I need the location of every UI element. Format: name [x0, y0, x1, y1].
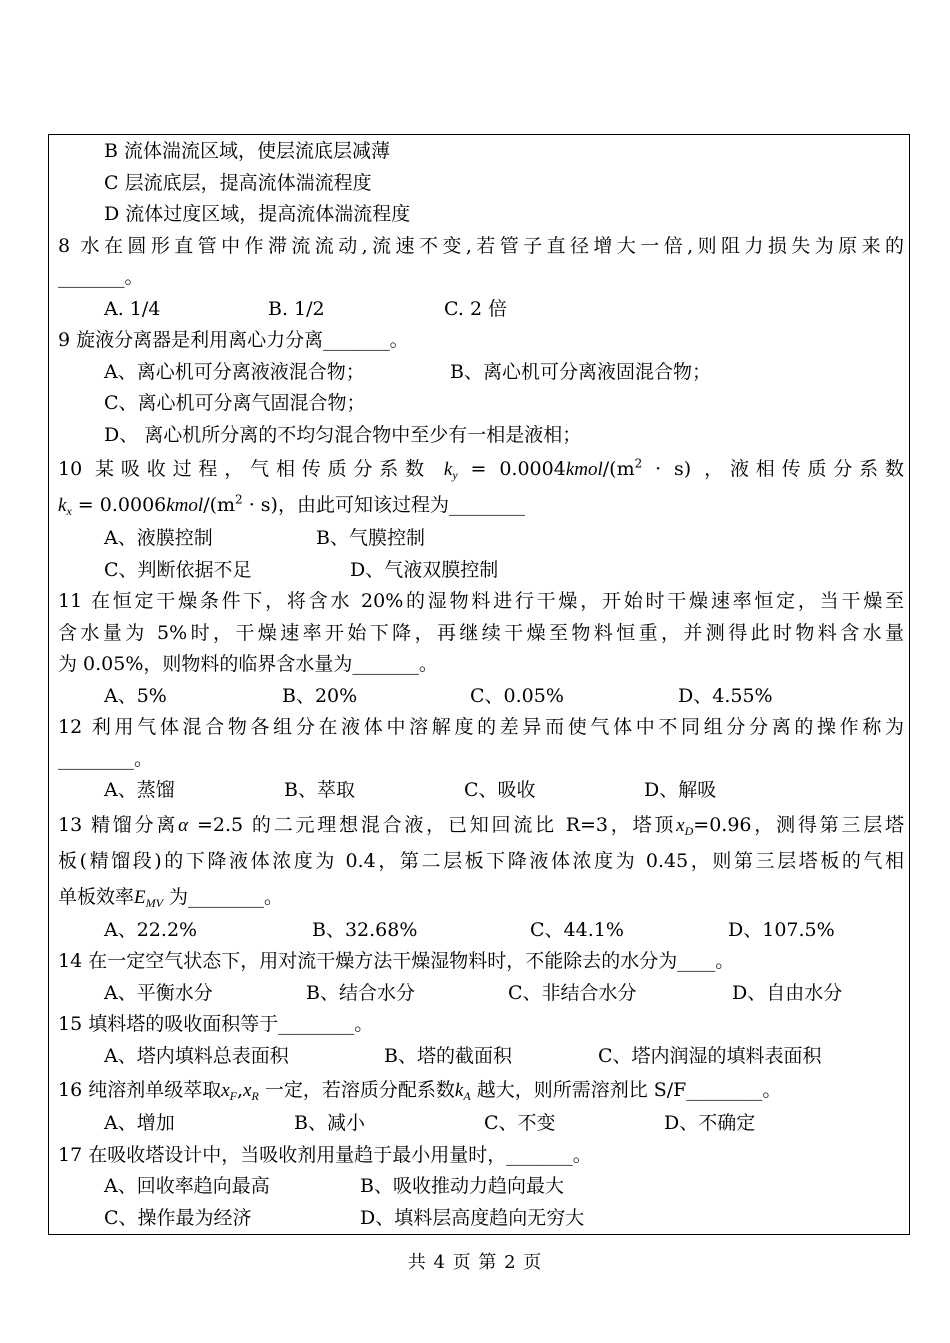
q8-options: [58, 294, 908, 326]
q12-stem-line2: ________。: [58, 747, 154, 770]
q10-ky-formula: $k_y$ = $0.0004kmol/(m^2 \cdot s)$: [443, 456, 692, 482]
q12-option-c: C、吸收: [464, 779, 536, 801]
q12-options: [58, 775, 908, 807]
q13-stem-line2: 板(精馏段)的下降液体浓度为 0.4，第二层板下降液体浓度为 0.45，则第三层塔板的气相: [58, 849, 904, 872]
q17-option-b: B、吸收推动力趋向最大: [360, 1175, 564, 1197]
q14-option-a: A、平衡水分: [104, 981, 213, 1004]
q13-option-d: D、107.5%: [728, 918, 835, 941]
q17-stem: 17 在吸收塔设计中，当吸收剂用量趋于最小用量时，_______。: [58, 1143, 592, 1166]
q10-kx-formula: $k_x$ = $0.0006kmol/(m^2 \cdot s)$: [58, 492, 278, 518]
q10-option-c: C、判断依据不足: [104, 558, 252, 581]
q13-stem-line3: 单板效率$E_{MV}$ 为________。: [58, 885, 283, 910]
q15-option-a: A、塔内填料总表面积: [104, 1044, 289, 1067]
q12-stem-line1: 12 利用气体混合物各组分在液体中溶解度的差异而使气体中不同组分分离的操作称为: [58, 716, 904, 738]
exam-content: [58, 136, 908, 1234]
q12-option-a: A、蒸馏: [104, 779, 175, 801]
q8-option-b: B. 1/2: [268, 297, 325, 320]
q16-option-b: B、减小: [294, 1112, 365, 1134]
q9-option-a: A、离心机可分离液液混合物；: [104, 360, 365, 383]
q10-option-d: D、气液双膜控制: [350, 558, 499, 581]
q10-stem-line2: [58, 487, 908, 523]
q7-option-d: D 流体过度区域，提高流体湍流程度: [104, 203, 411, 225]
q11-options: [58, 681, 908, 713]
q12-option-b: B、萃取: [284, 779, 355, 801]
q12-option-d: D、解吸: [644, 779, 717, 801]
q9-stem: 9 旋液分离器是利用离心力分离_______。: [58, 329, 409, 351]
xd-symbol: x: [676, 814, 685, 836]
q14-stem: 14 在一定空气状态下，用对流干燥方法干燥湿物料时，不能除去的水分为____。: [58, 950, 735, 972]
q8-stem-line2: _______。: [58, 266, 144, 288]
q11-stem-line1: 11 在恒定干燥条件下，将含水 20%的湿物料进行干燥，开始时干燥速率恒定，当干燥至: [58, 590, 904, 612]
q11-option-a: A、5%: [104, 684, 167, 707]
q10-stem-end: ，由此可知该过程为________: [277, 494, 525, 516]
q13-option-c: C、44.1%: [530, 918, 624, 941]
q15-option-b: B、塔的截面积: [384, 1044, 512, 1067]
xr-symbol: x: [243, 1080, 252, 1101]
q14-option-b: B、结合水分: [306, 981, 415, 1004]
q14-option-d: D、自由水分: [732, 981, 843, 1004]
q17-options-row2: [58, 1203, 908, 1235]
q17-options-row1: [58, 1171, 908, 1203]
q15-options: [58, 1041, 908, 1073]
q10-stem-suffix: ，液相传质分系数: [704, 458, 904, 480]
q16-stem: 16 纯溶剂单级萃取$x_F,x_R$ 一定，若溶质分配系数$k_A$ 越大，则所需溶剂比 S/F________。: [58, 1079, 782, 1103]
q13-option-a: A、22.2%: [104, 918, 198, 941]
q14-options: [58, 978, 908, 1010]
q7-option-c: C 层流底层，提高流体湍流程度: [104, 171, 372, 194]
q15-option-c: C、塔内润湿的填料表面积: [598, 1044, 822, 1067]
q14-option-c: C、非结合水分: [508, 981, 637, 1004]
q17-option-a: A、回收率趋向最高: [104, 1175, 270, 1197]
q10-options-row2: [58, 555, 908, 587]
q11-option-b: B、20%: [282, 684, 358, 707]
q11-stem-line3: 为 0.05%，则物料的临界含水量为_______。: [58, 653, 438, 675]
q13-options: [58, 915, 908, 947]
q9-option-b: B、离心机可分离液固混合物；: [450, 360, 711, 383]
q17-option-d: D、填料层高度趋向无穷大: [360, 1206, 585, 1229]
q16-option-c: C、不变: [484, 1112, 556, 1134]
q13-stem-line1: 13 精馏分离α =2.5 的二元理想混合液，已知回流比 R=3，塔顶$x_D=0.96$，测得第三层塔: [58, 813, 904, 838]
q7-option-b: B 流体湍流区域，使层流底层减薄: [104, 140, 391, 162]
q9-option-c: C、离心机可分离气固混合物；: [104, 392, 366, 414]
q10-option-a: A、液膜控制: [104, 527, 213, 549]
page-footer: 共 4 页 第 2 页: [407, 1252, 543, 1273]
q8-option-c: C. 2 倍: [444, 297, 508, 320]
q16-option-d: D、不确定: [664, 1112, 756, 1134]
q13-option-b: B、32.68%: [312, 918, 418, 941]
emv-symbol: E: [134, 886, 146, 908]
q10-options-row1: [58, 523, 908, 555]
q8-option-a: A. 1/4: [104, 297, 161, 320]
q9-option-d: D、 离心机所分离的不均匀混合物中至少有一相是液相；: [104, 423, 582, 446]
xf-symbol: x: [221, 1080, 230, 1101]
q10-stem-line1: [58, 451, 904, 487]
q15-stem: 15 填料塔的吸收面积等于________。: [58, 1013, 374, 1035]
q8-stem-line1: 8 水在圆形直管中作滞流流动,流速不变,若管子直径增大一倍,则阻力损失为原来的: [58, 234, 904, 257]
q10-option-b: B、气膜控制: [316, 527, 425, 549]
alpha-symbol: α: [178, 814, 189, 836]
q16-option-a: A、增加: [104, 1112, 175, 1134]
ka-symbol: k: [454, 1080, 464, 1101]
q10-stem-prefix: 10 某吸收过程，气相传质分系数: [58, 458, 431, 480]
q9-options-row1: [58, 357, 908, 389]
q17-option-c: C、操作最为经济: [104, 1206, 252, 1229]
q16-options: [58, 1108, 908, 1140]
q11-stem-line2: 含水量为 5%时，干燥速率开始下降，再继续干燥至物料恒重，并测得此时物料含水量: [58, 621, 904, 644]
q11-option-d: D、4.55%: [678, 684, 773, 707]
q11-option-c: C、0.05%: [470, 684, 564, 707]
